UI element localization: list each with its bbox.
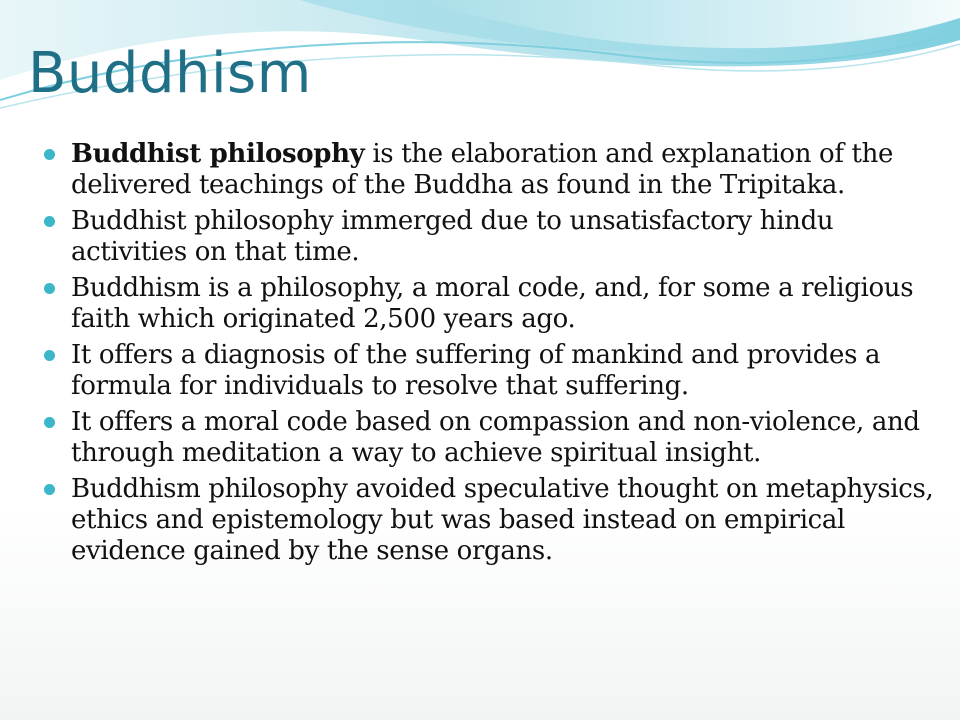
bullet-text: Buddhism philosophy avoided speculative thought on metaphysics, ethics and epistemology but was based instead on empirical evidence gained by the sense organs. [71, 474, 934, 566]
bullet-dot-icon [44, 216, 55, 227]
bullet-text: Buddhist philosophy immerged due to unsatisfactory hindu activities on that time. [71, 206, 834, 267]
bullet-dot-icon [44, 417, 55, 428]
bullet-item [44, 340, 944, 402]
bullet-item [44, 139, 944, 201]
bullet-bold-lead: Buddhist philosophy [71, 139, 365, 169]
bullet-dot-icon [44, 350, 55, 361]
bullet-item [44, 273, 944, 335]
bullet-list [44, 139, 944, 572]
bullet-item [44, 407, 944, 469]
bullet-item [44, 474, 944, 567]
bullet-item [44, 206, 944, 268]
bullet-text: It offers a moral code based on compassion and non-violence, and through meditation a way to achieve spiritual insight. [71, 407, 920, 468]
bullet-text: It offers a diagnosis of the suffering of mankind and provides a formula for individuals to resolve that suffering. [71, 340, 881, 401]
bullet-dot-icon [44, 484, 55, 495]
bullet-text: is the elaboration and explanation of the delivered teachings of the Buddha as found in the Tripitaka. [71, 139, 894, 200]
bullet-dot-icon [44, 283, 55, 294]
bullet-text: Buddhism is a philosophy, a moral code, and, for some a religious faith which originated 2,500 years ago. [71, 273, 914, 334]
bullet-dot-icon [44, 149, 55, 160]
slide-title: Buddhism [28, 41, 312, 106]
